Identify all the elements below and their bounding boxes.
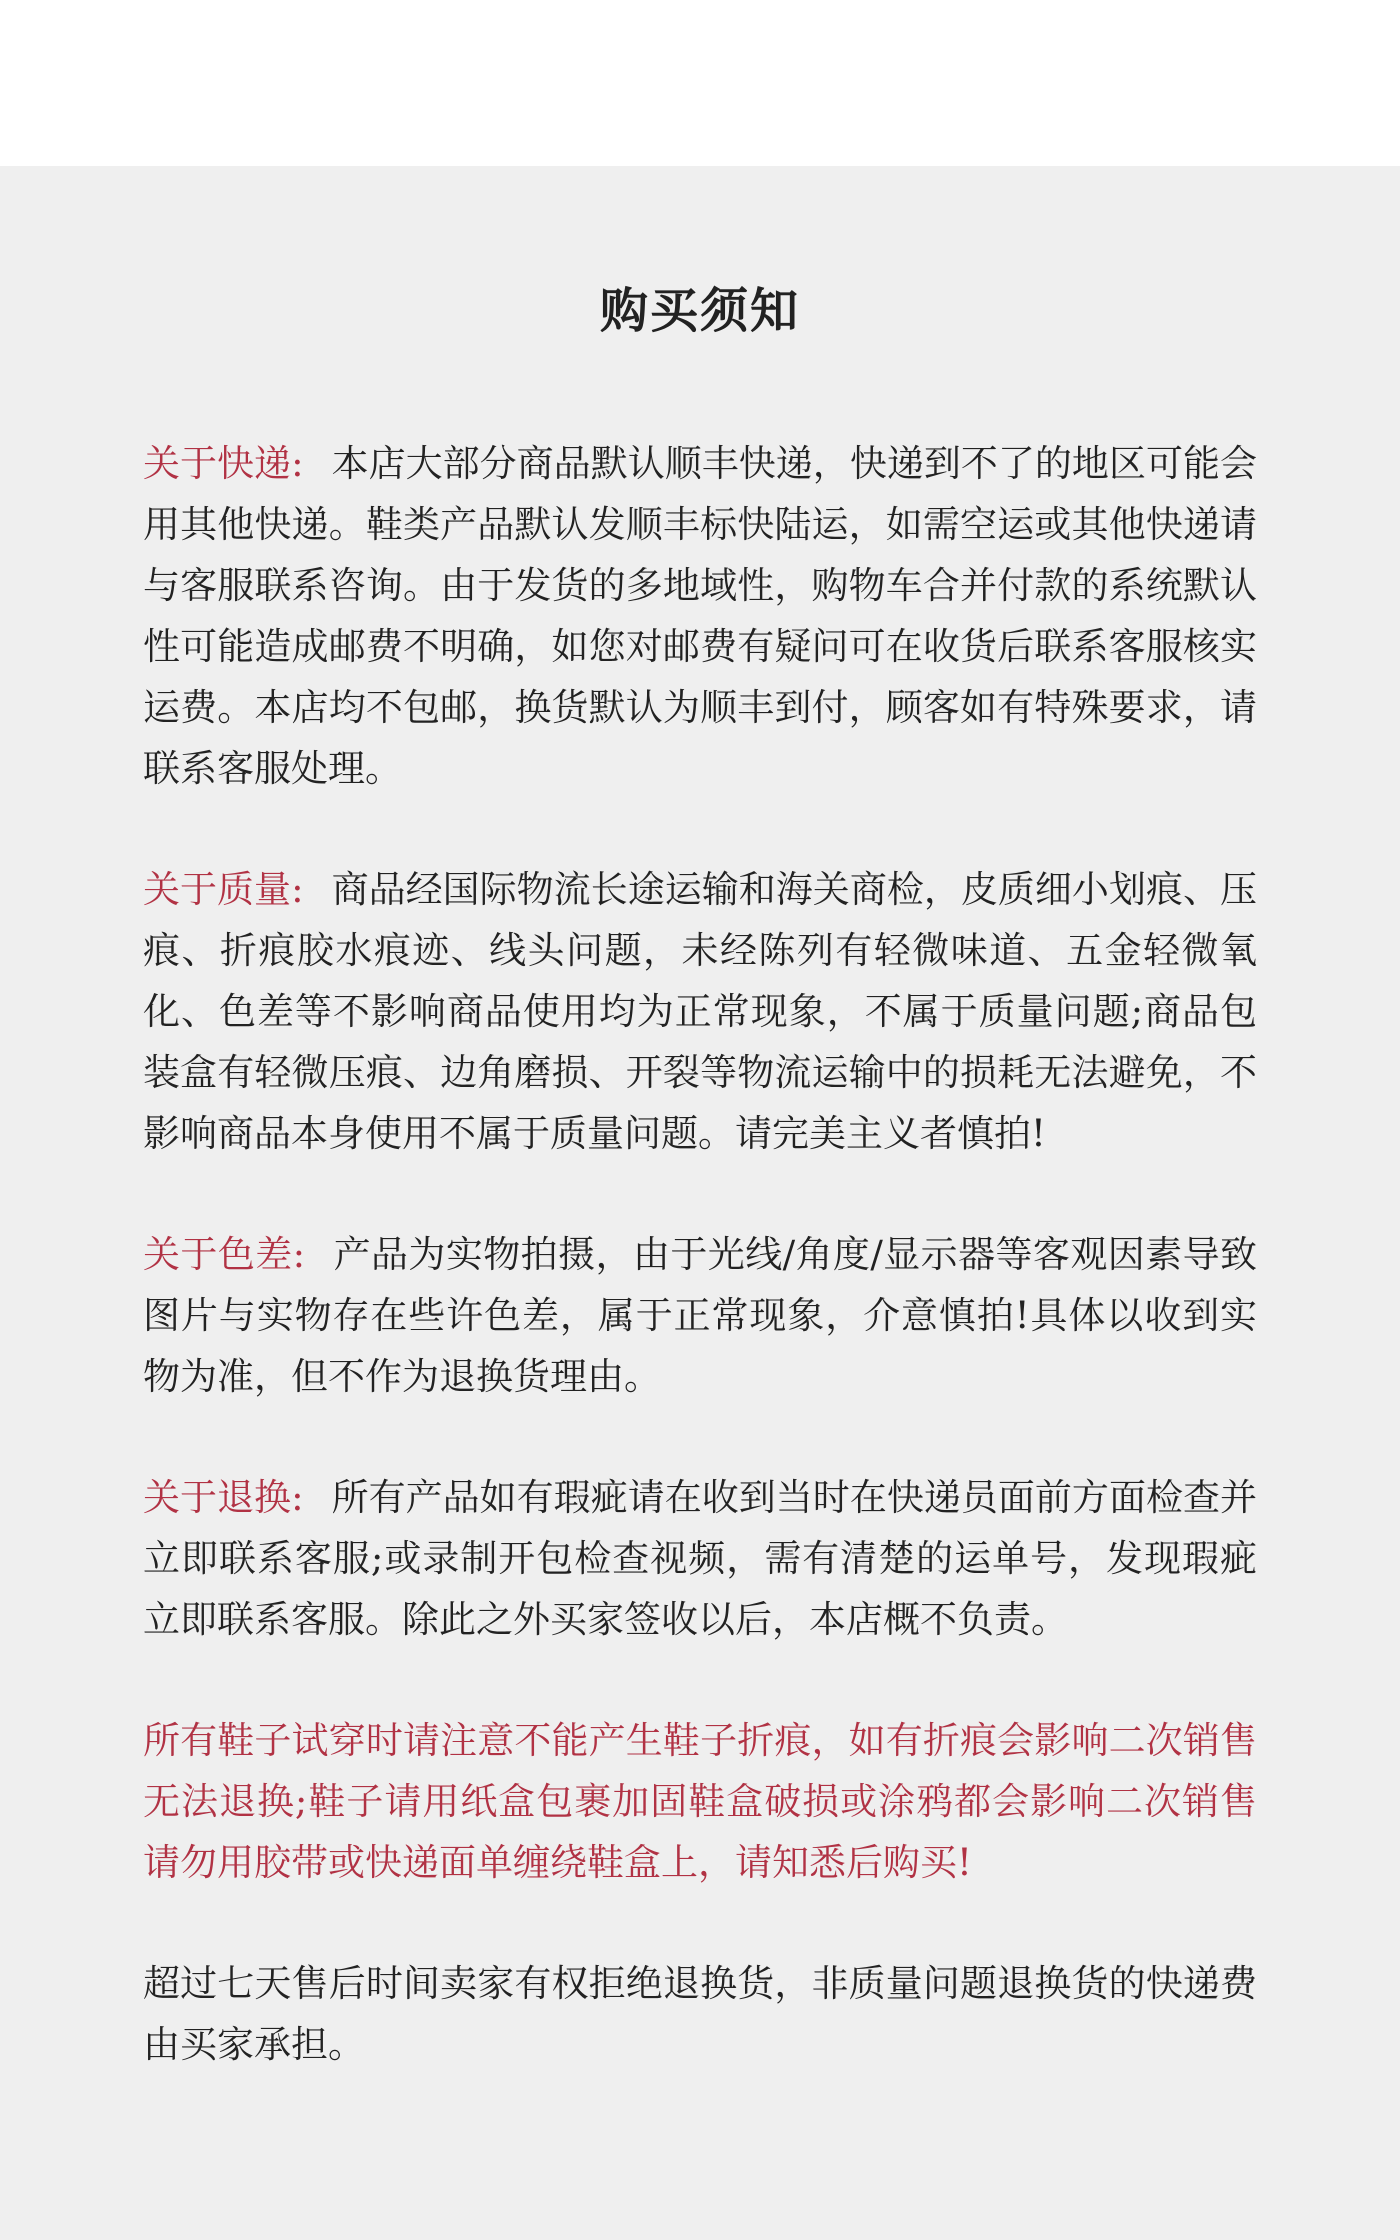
- notice-title: 购买须知: [599, 283, 800, 339]
- section-color-difference-label: 关于色差:: [143, 1232, 306, 1276]
- section-quality-label: 关于质量:: [143, 867, 304, 911]
- top-white-band: [0, 0, 1400, 166]
- section-returns-text: 所有产品如有瑕疵请在收到当时在快递员面前方面检查并立即联系客服;或录制开包检查视频，需有清楚的运单号，发现瑕疵立即联系客服。除此之外买家签收以后，本店概不负责。: [143, 1475, 1258, 1641]
- section-returns-label: 关于退换:: [143, 1475, 304, 1519]
- notice-body: [143, 433, 1294, 2075]
- section-color-difference: [143, 1224, 1257, 1407]
- after-sales-footer-text: 超过七天售后时间卖家有权拒绝退换货，非质量问题退换货的快递费由买家承担。: [143, 1961, 1257, 2066]
- section-quality: [143, 859, 1257, 1164]
- after-sales-footer: [143, 1953, 1257, 2075]
- section-shipping: [143, 433, 1257, 799]
- shoe-crease-warning-text: 所有鞋子试穿时请注意不能产生鞋子折痕，如有折痕会影响二次销售 无法退换;鞋子请用纸盒包裹加固鞋盒破损或涂鸦都会影响二次销售 请勿用胶带或快递面单缠绕鞋盒上，请知悉后购买!: [143, 1718, 1294, 1884]
- shoe-crease-warning: [143, 1710, 1294, 1893]
- section-returns: [143, 1467, 1257, 1650]
- purchase-notice-panel: [0, 166, 1400, 2240]
- section-quality-text: 商品经国际物流长途运输和海关商检，皮质细小划痕、压痕、折痕胶水痕迹、线头问题，未经陈列有轻微味道、五金轻微氧化、色差等不影响商品使用均为正常现象，不属于质量问题;商品包装盒有轻微压痕、边角磨损、开裂等物流运输中的损耗无法避免，不影响商品本身使用不属于质量问题。请完美主义者慎拍!: [143, 867, 1258, 1155]
- section-shipping-text: 本店大部分商品默认顺丰快递，快递到不了的地区可能会用其他快递。鞋类产品默认发顺丰标快陆运，如需空运或其他快递请与客服联系咨询。由于发货的多地域性，购物车合并付款的系统默认性可能造成邮费不明确，如您对邮费有疑问可在收货后联系客服核实运费。本店均不包邮，换货默认为顺丰到付，顾客如有特殊要求，请联系客服处理。: [143, 441, 1258, 790]
- section-color-difference-text: 产品为实物拍摄，由于光线/角度/显示器等客观因素导致图片与实物存在些许色差，属于正常现象，介意慎拍!具体以收到实物为准，但不作为退换货理由。: [143, 1232, 1258, 1398]
- section-shipping-label: 关于快递:: [143, 441, 304, 485]
